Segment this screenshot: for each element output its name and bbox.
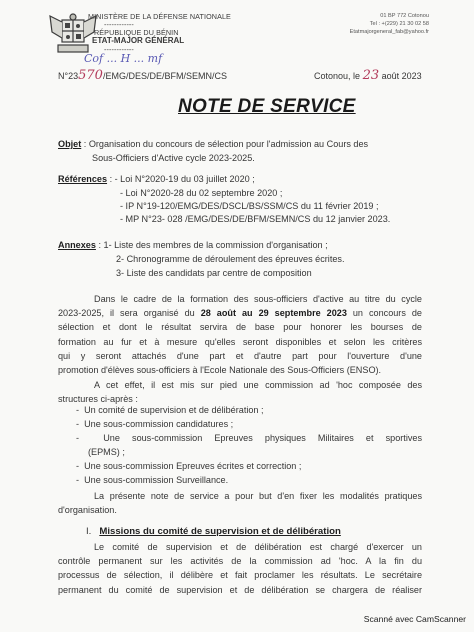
structure-item: - Un comité de supervision et de délibération ;: [76, 405, 264, 415]
reference-handwritten-number: 570: [78, 68, 103, 83]
exam-period: 28 août au 29 septembre 2023: [200, 308, 347, 319]
objet-label: Objet: [58, 139, 82, 149]
structure-item: - Une sous-commission Epreuves écrites et correction ;: [76, 461, 302, 471]
annex-item: 2- Chronogramme de déroulement des épreuves écrites.: [116, 254, 345, 264]
general-staff-name: ETAT-MAJOR GÉNÉRAL: [92, 36, 185, 45]
structure-text: Une sous-commission Surveillance.: [84, 475, 229, 485]
paragraph-line: permanent du comité de supervision et de délibération se chargera de réaliser: [58, 584, 422, 595]
paragraph-line: d'organisation.: [58, 505, 117, 516]
structure-text: Une sous-commission candidatures ;: [84, 419, 234, 429]
date-day-handwritten: 23: [362, 68, 380, 83]
paragraph-line: La présente note de service a pour but d'en fixer les modalités pratiques: [94, 491, 422, 501]
annexes-label: Annexes: [58, 240, 96, 250]
paragraph-commission: [58, 378, 422, 406]
contact-block: [350, 12, 429, 36]
paragraph-line: formation au fur et à mesure qu'elles seront disponibles et selon les critères: [58, 336, 422, 347]
paragraph-text: 2023-2025, il sera organisé du: [58, 308, 201, 319]
annex-item: 3- Liste des candidats par centre de composition: [116, 268, 312, 278]
structure-item: - Une sous-commission Epreuves physiques Militaires et sportives: [76, 433, 422, 443]
document-title: NOTE DE SERVICE: [178, 96, 356, 117]
paragraph-line: promotion d'élèves sous-officiers à l'Ecole Nationale des Sous-Officiers (ENSO).: [58, 365, 382, 376]
section-heading: [86, 526, 341, 537]
section-title: Missions du comité de supervision et de délibération: [99, 526, 341, 537]
paragraph-text: un concours de: [346, 308, 422, 319]
paragraph-line: structures ci-après :: [58, 394, 138, 405]
place-date-prefix: Cotonou, le: [314, 71, 361, 81]
header-separator: ------------: [104, 20, 134, 29]
paragraph-line: A cet effet, il est mis sur pied une commission ad 'hoc composée des: [94, 380, 422, 390]
date-month-year: août 2023: [381, 71, 422, 81]
paragraph-line: qui y seront attachés d'une part et d'autre part pour l'ouverture d'une: [58, 350, 422, 361]
paragraph-line: contrôle permanent sur les activités de la commission ad 'hoc. A la fin du: [58, 556, 422, 567]
republic-name: RÉPUBLIQUE DU BÉNIN: [94, 28, 179, 37]
contact-email: Etatmajorgeneral_fab@yahoo.fr: [349, 29, 429, 35]
section-number: I.: [86, 526, 92, 537]
ministry-name: MINISTÈRE DE LA DÉFENSE NATIONALE: [88, 12, 231, 21]
structure-text: Une sous-commission Epreuves physiques Militaires et sportives: [103, 433, 422, 443]
reference-item: - Loi N°2020-28 du 02 septembre 2020 ;: [120, 188, 283, 198]
reference-item: : - Loi N°2020-19 du 03 juillet 2020 ;: [109, 174, 255, 184]
header-separator: ------------: [104, 45, 134, 54]
paragraph-line: sélection et dont le résultat servira de base pour honorer les bourses de: [58, 322, 422, 333]
paragraph-line: Le comité de supervision et de délibération est chargé d'exercer un: [94, 542, 422, 552]
structure-text: Une sous-commission Epreuves écrites et correction ;: [84, 461, 302, 471]
paragraph-line: [58, 306, 422, 320]
structure-text: Un comité de supervision et de délibération ;: [84, 405, 264, 415]
reference-number: [58, 68, 227, 83]
paragraph-line: processus de sélection, il délibère et fait proclamer les résultats. Le secrétaire: [58, 570, 422, 581]
reference-item: - MP N°23- 028 /EMG/DES/DE/BFM/SEMN/CS du 12 janvier 2023.: [120, 214, 391, 224]
structure-item-continuation: (EPMS) ;: [88, 447, 125, 457]
paragraph-purpose: [58, 489, 422, 517]
section-paragraph: [58, 540, 422, 597]
contact-phone: Tel : +(229) 21 30 02 58: [369, 21, 429, 27]
references-line-1: [58, 174, 255, 184]
contact-address: 01 BP 772 Cotonou: [380, 13, 429, 19]
reference-suffix: /EMG/DES/DE/BFM/SEMN/CS: [102, 71, 227, 81]
scanner-watermark: Scanné avec CamScanner: [363, 614, 466, 624]
paragraph-line: Dans le cadre de la formation des sous-officiers d'active au titre du cycle: [94, 294, 422, 304]
references-label: Références: [58, 174, 108, 184]
paragraph-framework: [58, 292, 422, 377]
objet-line-1: [58, 139, 368, 149]
reference-item: - IP N°19-120/EMG/DES/DSCL/BS/SSM/CS du 11 février 2019 ;: [120, 201, 379, 211]
reference-prefix: N°23: [58, 71, 79, 81]
objet-text: : Organisation du concours de sélection pour l'admission au Cours des: [83, 139, 369, 149]
structure-item: - Une sous-commission Surveillance.: [76, 475, 229, 485]
objet-line-2: Sous-Officiers d'Active cycle 2023-2025.: [92, 153, 255, 163]
handwritten-annotation: Cof ... H ... mf: [84, 52, 163, 65]
place-and-date: [314, 68, 422, 83]
structure-item: - Une sous-commission candidatures ;: [76, 419, 234, 429]
annex-item: : 1- Liste des membres de la commission d'organisation ;: [98, 240, 328, 250]
annexes-line-1: [58, 240, 328, 250]
